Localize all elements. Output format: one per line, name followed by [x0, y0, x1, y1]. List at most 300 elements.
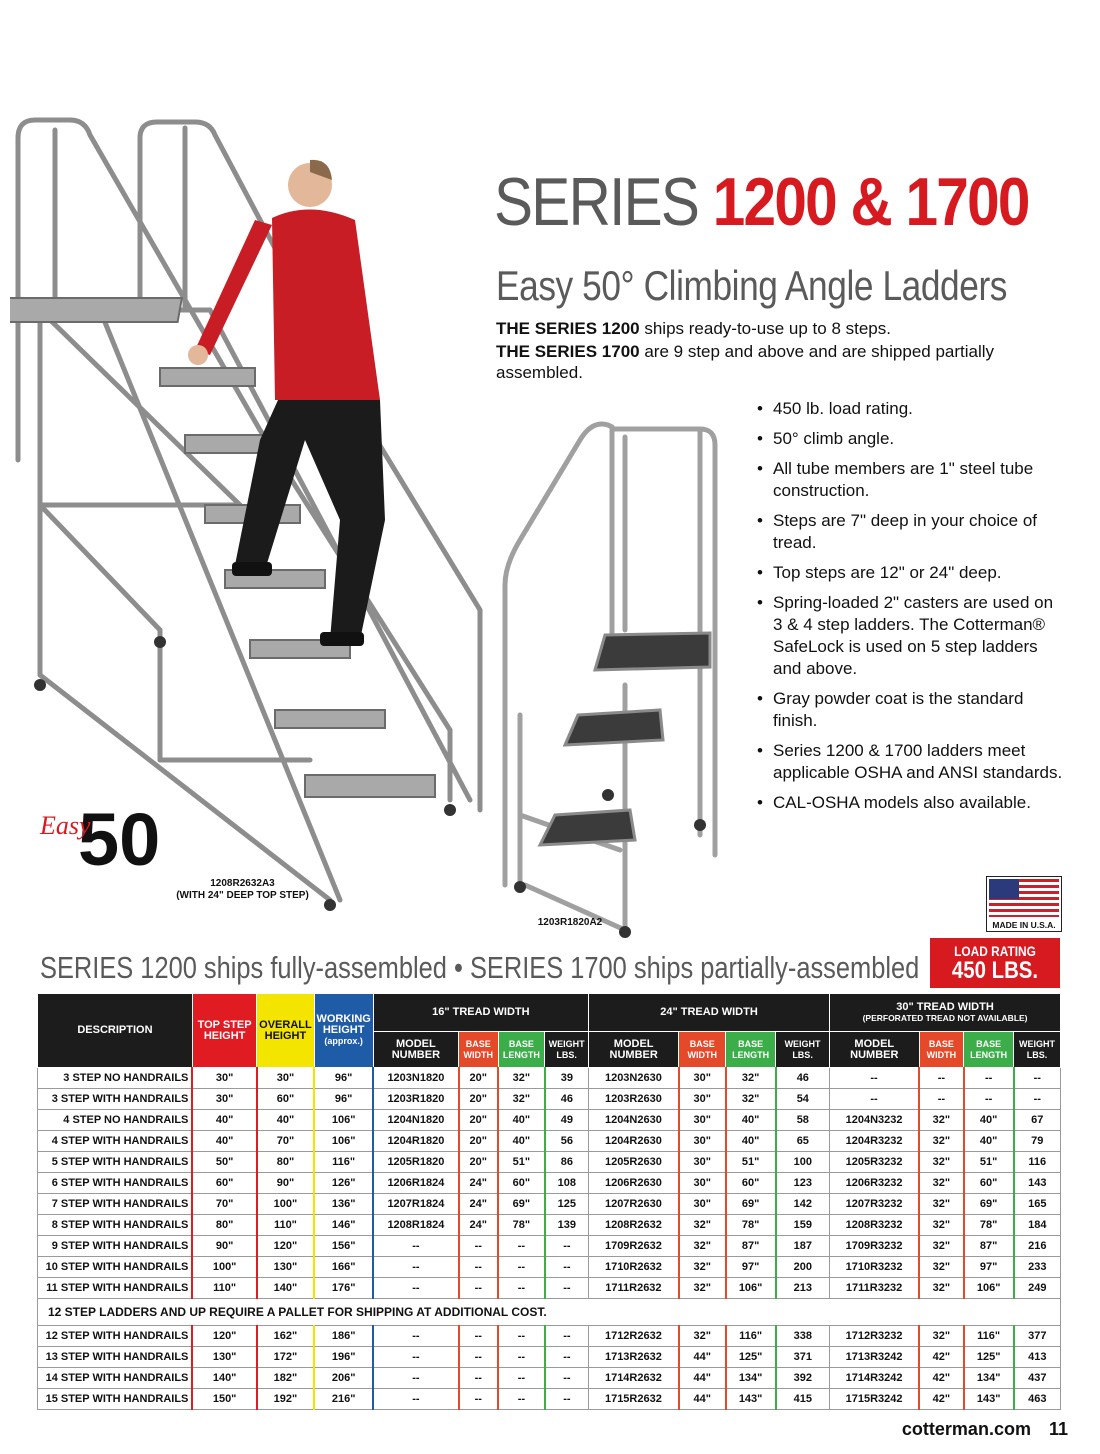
small-ladder-caption	[515, 917, 625, 929]
table-cell: 1709R2632	[588, 1236, 678, 1257]
table-cell: 463	[1014, 1389, 1061, 1410]
model-label: MODEL NUMBER	[850, 1037, 899, 1061]
table-cell: 20"	[459, 1068, 499, 1089]
table-cell: 110"	[257, 1215, 314, 1236]
table-cell: --	[498, 1257, 545, 1278]
model-label: MODEL NUMBER	[391, 1037, 441, 1061]
table-cell: 1710R3232	[830, 1257, 919, 1278]
table-cell: 40"	[192, 1131, 256, 1152]
table-cell: 32"	[919, 1152, 964, 1173]
table-cell: 1203R2630	[588, 1089, 678, 1110]
table-cell: --	[373, 1389, 458, 1410]
table-cell: 87"	[726, 1236, 776, 1257]
table-cell: --	[545, 1278, 589, 1299]
table-cell: 125"	[726, 1347, 776, 1368]
table-cell: 184	[1014, 1215, 1061, 1236]
table-cell: 32"	[679, 1278, 726, 1299]
base-width-label: BASE WIDTH	[926, 1038, 957, 1060]
table-cell: 32"	[498, 1089, 545, 1110]
table-cell: 40"	[726, 1131, 776, 1152]
row-description: 9 STEP WITH HANDRAILS	[38, 1236, 193, 1257]
table-cell: --	[373, 1278, 458, 1299]
table-cell: 1713R2632	[588, 1347, 678, 1368]
table-cell: 80"	[257, 1152, 314, 1173]
table-cell: 40"	[498, 1131, 545, 1152]
table-cell: 206"	[314, 1368, 373, 1389]
row-description: 6 STEP WITH HANDRAILS	[38, 1173, 193, 1194]
group-16-tread: 16" TREAD WIDTH	[373, 994, 588, 1032]
weight-label: WEIGHT LBS.	[548, 1038, 585, 1060]
large-ladder-model: 1208R2632A3	[210, 878, 275, 889]
table-cell: 116"	[964, 1326, 1014, 1347]
table-row	[38, 1257, 1061, 1278]
table-cell: 30"	[679, 1131, 726, 1152]
table-cell: --	[919, 1068, 964, 1089]
table-cell: --	[545, 1257, 589, 1278]
row-description: 4 STEP WITH HANDRAILS	[38, 1131, 193, 1152]
shipping-note-row	[38, 1299, 1061, 1326]
table-cell: 54	[776, 1089, 830, 1110]
table-cell: 216"	[314, 1389, 373, 1410]
table-cell: 40"	[257, 1110, 314, 1131]
table-cell: 126"	[314, 1173, 373, 1194]
table-cell: --	[964, 1089, 1014, 1110]
overall-label: OVERALL HEIGHT	[259, 1018, 312, 1042]
intro-text	[496, 318, 1036, 385]
table-cell: 108	[545, 1173, 589, 1194]
table-cell: 172"	[257, 1347, 314, 1368]
table-cell: --	[1014, 1068, 1061, 1089]
table-cell: 60"	[726, 1173, 776, 1194]
table-cell: 143"	[726, 1389, 776, 1410]
table-cell: 156"	[314, 1236, 373, 1257]
table-cell: 1205R2630	[588, 1152, 678, 1173]
table-cell: 1206R1824	[373, 1173, 458, 1194]
table-cell: 110"	[192, 1278, 256, 1299]
table-cell: --	[545, 1389, 589, 1410]
page-subtitle: Easy 50° Climbing Angle Ladders	[496, 262, 1007, 309]
table-cell: 42"	[919, 1347, 964, 1368]
feature-item: • 450 lb. load rating.	[756, 398, 1066, 420]
load-rating-value: 450 LBS.	[951, 957, 1039, 984]
table-row	[38, 1173, 1061, 1194]
table-cell: 51"	[964, 1152, 1014, 1173]
col-description: DESCRIPTION	[38, 994, 193, 1068]
table-row	[38, 1152, 1061, 1173]
table-cell: 69"	[726, 1194, 776, 1215]
table-cell: 159	[776, 1215, 830, 1236]
made-in-usa-label: MADE IN U.S.A.	[992, 920, 1056, 930]
small-ladder-model: 1203R1820A2	[537, 917, 603, 928]
table-cell: 79	[1014, 1131, 1061, 1152]
row-description: 15 STEP WITH HANDRAILS	[38, 1389, 193, 1410]
series-prefix: SERIES	[494, 164, 699, 240]
table-cell: 30"	[679, 1089, 726, 1110]
table-cell: 140"	[257, 1278, 314, 1299]
table-cell: 78"	[964, 1215, 1014, 1236]
table-cell: 67	[1014, 1110, 1061, 1131]
table-cell: 116"	[726, 1326, 776, 1347]
table-cell: 1714R3242	[830, 1368, 919, 1389]
table-cell: 69"	[964, 1194, 1014, 1215]
table-cell: 1712R3232	[830, 1326, 919, 1347]
intro-2-text: are 9 step and above and are shipped partially assembled.	[496, 342, 995, 382]
table-cell: 46	[545, 1089, 589, 1110]
table-cell: 1711R2632	[588, 1278, 678, 1299]
table-cell: 32"	[919, 1278, 964, 1299]
table-cell: --	[459, 1278, 499, 1299]
table-cell: 90"	[257, 1173, 314, 1194]
table-cell: 46	[776, 1068, 830, 1089]
table-cell: 60"	[257, 1089, 314, 1110]
table-cell: 97"	[964, 1257, 1014, 1278]
table-cell: 87"	[964, 1236, 1014, 1257]
feature-item: • 50° climb angle.	[756, 428, 1066, 450]
table-row	[38, 1347, 1061, 1368]
logo-easy: Easy	[40, 811, 91, 840]
col-overall-height	[257, 994, 314, 1068]
table-cell: 182"	[257, 1368, 314, 1389]
table-cell: 162"	[257, 1326, 314, 1347]
table-cell: 415	[776, 1389, 830, 1410]
intro-1-text: ships ready-to-use up to 8 steps.	[639, 319, 891, 338]
table-cell: 51"	[498, 1152, 545, 1173]
top-step-label: TOP STEP HEIGHT	[197, 1018, 252, 1042]
table-cell: 51"	[726, 1152, 776, 1173]
table-cell: 1208R3232	[830, 1215, 919, 1236]
table-cell: 70"	[192, 1194, 256, 1215]
row-description: 3 STEP NO HANDRAILS	[38, 1068, 193, 1089]
table-cell: 96"	[314, 1089, 373, 1110]
table-cell: 1207R3232	[830, 1194, 919, 1215]
feature-item: • Steps are 7" deep in your choice of tread.	[756, 510, 1066, 554]
table-cell: 32"	[919, 1215, 964, 1236]
col-weight-30	[1014, 1032, 1061, 1068]
table-cell: --	[919, 1089, 964, 1110]
table-cell: 176"	[314, 1278, 373, 1299]
col-top-step-height	[192, 994, 256, 1068]
table-cell: 20"	[459, 1131, 499, 1152]
row-description: 4 STEP NO HANDRAILS	[38, 1110, 193, 1131]
table-cell: 40"	[964, 1110, 1014, 1131]
col-base-length-30	[964, 1032, 1014, 1068]
spec-table	[37, 993, 1061, 1410]
table-cell: 166"	[314, 1257, 373, 1278]
table-cell: --	[830, 1068, 919, 1089]
table-cell: --	[373, 1368, 458, 1389]
site-url: cotterman.com	[901, 1419, 1031, 1439]
table-cell: 1205R1820	[373, 1152, 458, 1173]
table-row	[38, 1215, 1061, 1236]
table-cell: 233	[1014, 1257, 1061, 1278]
table-cell: 1206R2630	[588, 1173, 678, 1194]
col-model-24	[588, 1032, 678, 1068]
table-cell: 1204R1820	[373, 1131, 458, 1152]
table-cell: --	[545, 1326, 589, 1347]
group-30-label: 30" TREAD WIDTH	[896, 1000, 994, 1013]
row-description: 10 STEP WITH HANDRAILS	[38, 1257, 193, 1278]
table-cell: 134"	[964, 1368, 1014, 1389]
table-cell: 32"	[726, 1068, 776, 1089]
table-cell: 1203N2630	[588, 1068, 678, 1089]
table-cell: 49	[545, 1110, 589, 1131]
table-cell: 100"	[257, 1194, 314, 1215]
table-cell: --	[459, 1257, 499, 1278]
table-cell: 1204N2630	[588, 1110, 678, 1131]
table-cell: --	[373, 1326, 458, 1347]
table-cell: 39	[545, 1068, 589, 1089]
table-cell: 24"	[459, 1194, 499, 1215]
table-cell: --	[459, 1347, 499, 1368]
table-row	[38, 1068, 1061, 1089]
feature-item: • Gray powder coat is the standard finish.	[756, 688, 1066, 732]
table-row	[38, 1368, 1061, 1389]
table-cell: 32"	[919, 1194, 964, 1215]
table-cell: --	[498, 1347, 545, 1368]
table-cell: 32"	[679, 1326, 726, 1347]
table-cell: 42"	[919, 1368, 964, 1389]
small-ladder-photo	[500, 415, 730, 945]
table-cell: --	[459, 1389, 499, 1410]
table-cell: 30"	[679, 1152, 726, 1173]
table-cell: 97"	[726, 1257, 776, 1278]
table-cell: 86	[545, 1152, 589, 1173]
table-cell: 32"	[919, 1110, 964, 1131]
table-cell: 32"	[919, 1257, 964, 1278]
table-cell: --	[459, 1368, 499, 1389]
table-cell: 437	[1014, 1368, 1061, 1389]
working-note: (approx.)	[324, 1036, 363, 1046]
base-length-label: BASE LENGTH	[970, 1038, 1008, 1060]
made-in-usa-badge	[986, 876, 1062, 932]
feature-item: • Top steps are 12" or 24" deep.	[756, 562, 1066, 584]
table-row	[38, 1089, 1061, 1110]
table-cell: 1204R2630	[588, 1131, 678, 1152]
table-cell: 1712R2632	[588, 1326, 678, 1347]
table-cell: 30"	[679, 1173, 726, 1194]
series-title	[494, 164, 1029, 240]
table-cell: 116"	[314, 1152, 373, 1173]
table-cell: --	[498, 1236, 545, 1257]
col-model-16	[373, 1032, 458, 1068]
shipping-note: 12 STEP LADDERS AND UP REQUIRE A PALLET FOR SHIPPING AT ADDITIONAL COST.	[38, 1299, 1061, 1326]
row-description: 5 STEP WITH HANDRAILS	[38, 1152, 193, 1173]
col-model-30	[830, 1032, 919, 1068]
table-cell: --	[545, 1368, 589, 1389]
table-cell: 196"	[314, 1347, 373, 1368]
group-30-tread	[830, 994, 1061, 1032]
table-cell: 20"	[459, 1110, 499, 1131]
table-cell: --	[459, 1326, 499, 1347]
table-cell: 78"	[726, 1215, 776, 1236]
intro-1-bold: THE SERIES 1200	[496, 319, 640, 338]
table-cell: 44"	[679, 1389, 726, 1410]
table-row	[38, 1326, 1061, 1347]
table-cell: 32"	[919, 1173, 964, 1194]
feature-item: • All tube members are 1" steel tube construction.	[756, 458, 1066, 502]
row-description: 14 STEP WITH HANDRAILS	[38, 1368, 193, 1389]
table-cell: 1207R2630	[588, 1194, 678, 1215]
table-cell: 130"	[257, 1257, 314, 1278]
table-cell: 60"	[498, 1173, 545, 1194]
base-length-label: BASE LENGTH	[732, 1038, 770, 1060]
col-base-length-16	[498, 1032, 545, 1068]
logo-fifty: 50	[78, 798, 161, 870]
table-cell: 44"	[679, 1347, 726, 1368]
table-row	[38, 1389, 1061, 1410]
feature-list	[756, 398, 1066, 822]
table-cell: 338	[776, 1326, 830, 1347]
series-numbers: 1200 & 1700	[712, 164, 1029, 240]
table-cell: 32"	[919, 1236, 964, 1257]
table-cell: 1205R3232	[830, 1152, 919, 1173]
col-base-width-30	[919, 1032, 964, 1068]
table-cell: 30"	[257, 1068, 314, 1089]
table-cell: 32"	[679, 1215, 726, 1236]
intro-line-2	[496, 341, 1036, 383]
table-cell: 142	[776, 1194, 830, 1215]
page-number: 11	[1048, 1419, 1068, 1439]
shipping-line: SERIES 1200 ships fully-assembled • SERIES 1700 ships partially-assembled	[40, 950, 920, 985]
row-description: 12 STEP WITH HANDRAILS	[38, 1326, 193, 1347]
table-cell: 1710R2632	[588, 1257, 678, 1278]
group-30-note: (PERFORATED TREAD NOT AVAILABLE)	[862, 1012, 1028, 1023]
table-cell: 60"	[192, 1173, 256, 1194]
load-rating-label: LOAD RATING	[954, 943, 1036, 959]
table-cell: 143"	[964, 1389, 1014, 1410]
table-cell: --	[545, 1347, 589, 1368]
table-cell: 139	[545, 1215, 589, 1236]
intro-line-1	[496, 318, 1036, 339]
table-cell: 32"	[498, 1068, 545, 1089]
table-cell: 32"	[919, 1131, 964, 1152]
table-cell: 134"	[726, 1368, 776, 1389]
table-cell: 120"	[192, 1326, 256, 1347]
table-row	[38, 1278, 1061, 1299]
table-cell: 106"	[964, 1278, 1014, 1299]
table-cell: 1715R3242	[830, 1389, 919, 1410]
table-cell: 106"	[314, 1131, 373, 1152]
table-cell: 116	[1014, 1152, 1061, 1173]
us-flag-icon	[987, 877, 1061, 919]
table-cell: 44"	[679, 1368, 726, 1389]
col-weight-16	[545, 1032, 589, 1068]
table-cell: 60"	[964, 1173, 1014, 1194]
easy-50-logo	[38, 790, 163, 870]
table-cell: 413	[1014, 1347, 1061, 1368]
table-cell: 106"	[314, 1110, 373, 1131]
table-cell: 186"	[314, 1326, 373, 1347]
table-cell: 1715R2632	[588, 1389, 678, 1410]
table-row	[38, 1110, 1061, 1131]
table-cell: 100"	[192, 1257, 256, 1278]
intro-2-bold: THE SERIES 1700	[496, 342, 640, 361]
table-cell: 30"	[679, 1068, 726, 1089]
table-cell: 165	[1014, 1194, 1061, 1215]
table-cell: --	[498, 1368, 545, 1389]
table-row	[38, 1236, 1061, 1257]
table-cell: 187	[776, 1236, 830, 1257]
table-cell: 32"	[679, 1257, 726, 1278]
table-cell: 371	[776, 1347, 830, 1368]
table-cell: 40"	[192, 1110, 256, 1131]
row-description: 3 STEP WITH HANDRAILS	[38, 1089, 193, 1110]
table-cell: 58	[776, 1110, 830, 1131]
table-cell: 1204N3232	[830, 1110, 919, 1131]
table-cell: 1208R1824	[373, 1215, 458, 1236]
large-ladder-note: (WITH 24" DEEP TOP STEP)	[176, 890, 309, 901]
table-cell: 1204R3232	[830, 1131, 919, 1152]
base-length-label: BASE LENGTH	[502, 1038, 540, 1060]
col-base-width-24	[679, 1032, 726, 1068]
table-cell: 146"	[314, 1215, 373, 1236]
table-cell: 42"	[919, 1389, 964, 1410]
table-cell: 150"	[192, 1389, 256, 1410]
table-cell: 1203R1820	[373, 1089, 458, 1110]
table-cell: 32"	[919, 1326, 964, 1347]
table-cell: 125"	[964, 1347, 1014, 1368]
table-cell: 1207R1824	[373, 1194, 458, 1215]
working-label: WORKING HEIGHT	[316, 1013, 371, 1036]
page-footer	[902, 1419, 1068, 1440]
table-cell: 96"	[314, 1068, 373, 1089]
table-cell: 216	[1014, 1236, 1061, 1257]
table-cell: --	[459, 1236, 499, 1257]
table-cell: 249	[1014, 1278, 1061, 1299]
table-cell: 1714R2632	[588, 1368, 678, 1389]
table-cell: --	[1014, 1089, 1061, 1110]
table-cell: 69"	[498, 1194, 545, 1215]
table-cell: 30"	[192, 1089, 256, 1110]
load-rating-badge	[930, 938, 1060, 988]
table-cell: --	[545, 1236, 589, 1257]
row-description: 11 STEP WITH HANDRAILS	[38, 1278, 193, 1299]
table-cell: 1206R3232	[830, 1173, 919, 1194]
row-description: 8 STEP WITH HANDRAILS	[38, 1215, 193, 1236]
table-cell: 50"	[192, 1152, 256, 1173]
table-cell: 20"	[459, 1152, 499, 1173]
table-cell: 1204N1820	[373, 1110, 458, 1131]
table-cell: 32"	[726, 1089, 776, 1110]
table-cell: 100	[776, 1152, 830, 1173]
table-cell: 65	[776, 1131, 830, 1152]
table-cell: --	[373, 1236, 458, 1257]
table-cell: 1713R3242	[830, 1347, 919, 1368]
col-weight-24	[776, 1032, 830, 1068]
table-cell: 1203N1820	[373, 1068, 458, 1089]
table-cell: 123	[776, 1173, 830, 1194]
table-cell: --	[498, 1278, 545, 1299]
weight-label: WEIGHT LBS.	[784, 1038, 821, 1060]
table-row	[38, 1131, 1061, 1152]
table-cell: 90"	[192, 1236, 256, 1257]
table-cell: 106"	[726, 1278, 776, 1299]
model-label: MODEL NUMBER	[609, 1037, 658, 1061]
table-cell: 32"	[679, 1236, 726, 1257]
table-cell: 192"	[257, 1389, 314, 1410]
table-row	[38, 1194, 1061, 1215]
spec-table-body	[38, 1068, 1061, 1410]
table-cell: 24"	[459, 1215, 499, 1236]
table-cell: 1709R3232	[830, 1236, 919, 1257]
table-cell: 120"	[257, 1236, 314, 1257]
table-cell: 136"	[314, 1194, 373, 1215]
table-cell: 56	[545, 1131, 589, 1152]
row-description: 13 STEP WITH HANDRAILS	[38, 1347, 193, 1368]
table-cell: --	[498, 1389, 545, 1410]
col-base-length-24	[726, 1032, 776, 1068]
table-cell: 125	[545, 1194, 589, 1215]
